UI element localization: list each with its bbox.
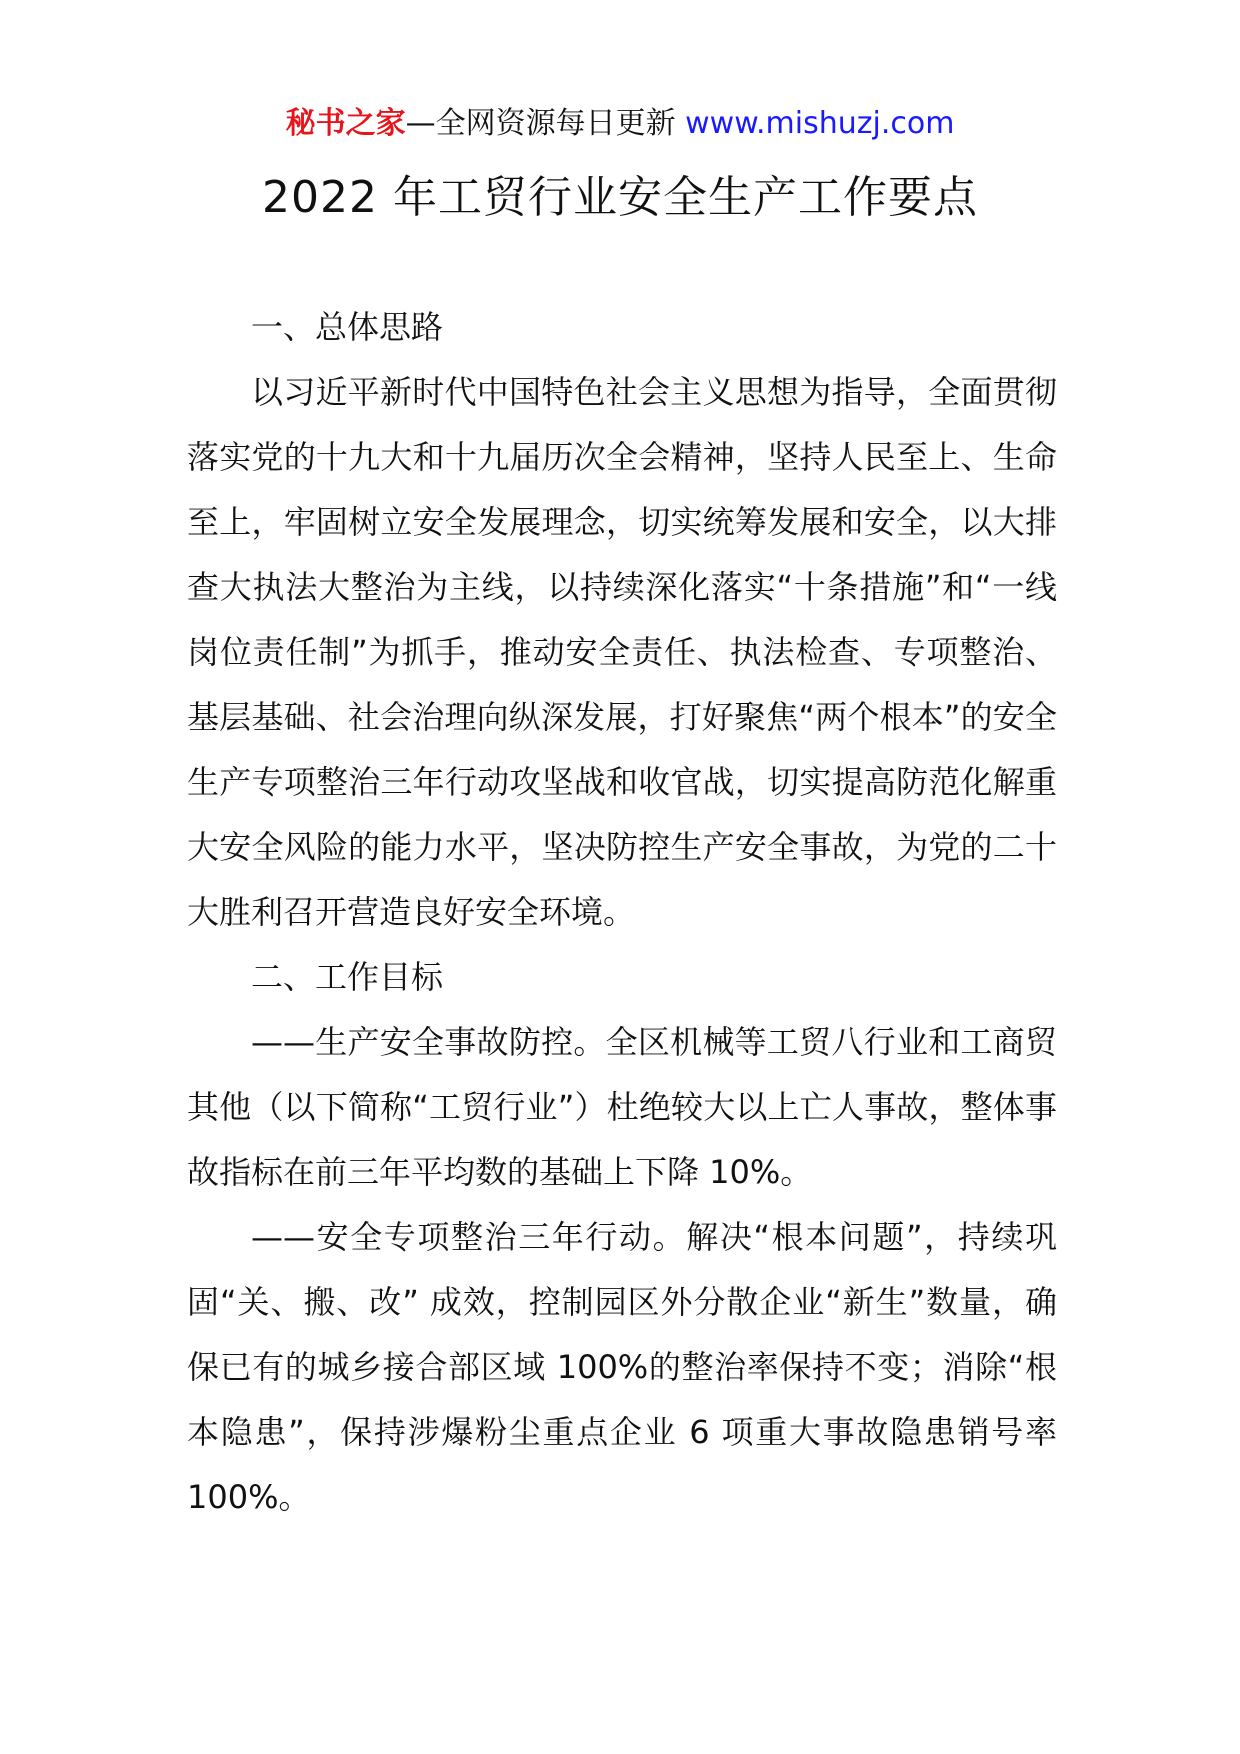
paragraph-overall-approach: 以习近平新时代中国特色社会主义思想为指导，全面贯彻落实党的十九大和十九届历次全会精神，坚持人民至上、生命至上，牢固树立安全发展理念，切实统筹发展和安全，以大排查大执法大整治为主线，以持续深化落实“十条措施”和“一线岗位责任制”为抓手，推动安全责任、执法检查、专项整治、基层基础、社会治理向纵深发展，打好聚焦“两个根本”的安全生产专项整治三年行动攻坚战和收官战，切实提高防范化解重大安全风险的能力水平，坚决防控生产安全事故，为党的二十大胜利召开营造良好安全环境。 (187, 373, 1057, 931)
document-title: 2022 年工贸行业安全生产工作要点 (262, 172, 978, 223)
paragraph-accident-prevention: ——生产安全事故防控。全区机械等工贸八行业和工商贸其他（以下简称“工贸行业”）杜绝较大以上亡人事故，整体事故指标在前三年平均数的基础上下降 10%。 (187, 1023, 1057, 1191)
document-body (187, 295, 1057, 1530)
site-link[interactable]: www.mishuzj.com (685, 106, 955, 141)
section-heading-work-goals: 二、工作目标 (251, 958, 444, 996)
paragraph-three-year-action: ——安全专项整治三年行动。解决“根本问题”，持续巩固“关、搬、改” 成效，控制园区外分散企业“新生”数量，确保已有的城乡接合部区域 100%的整治率保持不变；消除“根本隐患”，保持涉爆粉尘重点企业 6 项重大事故隐患销号率 100%。 (187, 1218, 1057, 1516)
section-heading-overall-approach: 一、总体思路 (251, 308, 444, 346)
site-header (0, 104, 1240, 144)
header-tagline: —全网资源每日更新 (405, 106, 686, 141)
brand-name: 秘书之家 (285, 106, 406, 141)
